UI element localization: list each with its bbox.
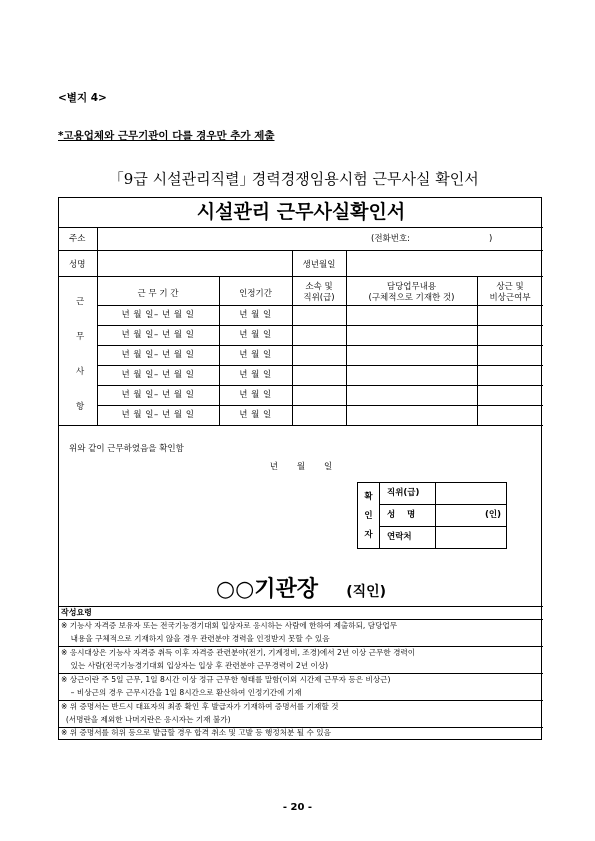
col-status: 상근 및 <box>496 282 524 292</box>
guideline-line: 내용을 구체적으로 기재하지 않을 경우 관련분야 경력을 인정받지 못할 수 있음 <box>61 634 330 643</box>
col-period: 근 무 기 간 <box>137 289 179 299</box>
confirmer-seal: (인) <box>485 510 501 520</box>
confirmer-position-label: 직위(급) <box>387 488 420 498</box>
guideline-line: ※ 응시대상은 기능사 자격증 취득 이후 자격증 관련분야(전기, 기계정비, 조경)에서 2년 이상 근무한 경력이 <box>61 648 416 657</box>
head-signature <box>59 572 543 603</box>
col-affiliation: 소속 및 <box>305 282 333 292</box>
annex-label: <별지 4> <box>58 92 107 104</box>
row-period: 년 월 일– 년 월 일 <box>121 370 195 380</box>
confirm-statement: 위와 같이 근무하였음을 확인함 <box>69 444 184 454</box>
head-name: ○○기관장 <box>215 577 319 602</box>
work-label-char: 근 <box>76 297 85 307</box>
address-label: 주소 <box>69 234 86 244</box>
guideline-line: ※ 위 증명서는 반드시 대표자의 최종 확인 후 발급자가 기재하여 증명서를 기재할 것 <box>61 702 339 711</box>
row-period: 년 월 일– 년 월 일 <box>121 310 195 320</box>
guideline-line: ※ 기능사 자격증 보유자 또는 전국기능경기대회 입상자로 응시하는 사람에 한하여 제출하되, 담당업무 <box>61 621 398 630</box>
date-line: 년 월 일 <box>269 462 333 472</box>
row-period: 년 월 일– 년 월 일 <box>121 390 195 400</box>
col-recognized: 인정기간 <box>239 289 272 299</box>
page-number: - 20 - <box>282 802 313 813</box>
guidelines-title: 작성요령 <box>61 608 92 617</box>
col-duties: 담당업무내용 <box>386 282 437 292</box>
row-period: 년 월 일– 년 월 일 <box>121 350 195 360</box>
row-recognized: 년 월 일 <box>239 370 272 380</box>
work-label-char: 무 <box>76 332 85 342</box>
row-recognized: 년 월 일 <box>239 310 272 320</box>
confirmer-contact-label: 연락처 <box>387 532 412 542</box>
row-recognized: 년 월 일 <box>239 330 272 340</box>
confirmer-char: 인 <box>364 511 373 521</box>
guideline-line: ※ 위 증명서를 허위 등으로 발급할 경우 합격 취소 및 고발 등 행정처분 될 수 있음 <box>61 728 331 737</box>
col-affiliation-2: 직위(급) <box>303 293 335 303</box>
phone-close: ) <box>489 234 493 244</box>
guideline-line: ※ 상근이란 주 5일 근무, 1일 8시간 이상 정규 근무한 형태를 말함(이외 시간제 근무자 등은 비상근) <box>61 675 391 684</box>
work-label-char: 사 <box>76 367 85 377</box>
col-duties-2: (구체적으로 기재한 것) <box>368 293 455 303</box>
work-label-char: 항 <box>76 402 85 412</box>
certificate-form <box>58 197 542 740</box>
guideline-line: 있는 사람(전국기능경기대회 입상자는 입상 후 관련분야 근무경력이 2년 이상) <box>61 661 329 670</box>
confirmer-name-label: 성 명 <box>387 510 416 520</box>
row-period: 년 월 일– 년 월 일 <box>121 410 195 420</box>
confirmer-char: 확 <box>364 492 373 502</box>
form-title: 시설관리 근무사실확인서 <box>196 201 406 223</box>
birthdate-label: 생년월일 <box>302 260 336 270</box>
row-recognized: 년 월 일 <box>239 410 272 420</box>
head-seal: (직인) <box>346 584 387 600</box>
document-title: ｢9급 시설관리직렬｣ 경력경쟁임용시험 근무사실 확인서 <box>116 170 479 188</box>
row-recognized: 년 월 일 <box>239 350 272 360</box>
confirmer-box <box>357 482 507 549</box>
guideline-line: (서명란을 제외한 나머지란은 응시자는 기재 불가) <box>61 715 231 724</box>
confirmer-char: 자 <box>364 530 373 540</box>
row-period: 년 월 일– 년 월 일 <box>121 330 195 340</box>
guideline-line: – 비상근의 경우 근무시간을 1일 8시간으로 환산하여 인정기간에 기재 <box>61 688 302 697</box>
name-label: 성명 <box>69 260 86 270</box>
phone-label: (전화번호: <box>371 234 411 244</box>
col-status-2: 비상근여부 <box>489 293 531 303</box>
submission-note: *고용업체와 근무기관이 다를 경우만 추가 제출 <box>58 130 275 142</box>
row-recognized: 년 월 일 <box>239 390 272 400</box>
